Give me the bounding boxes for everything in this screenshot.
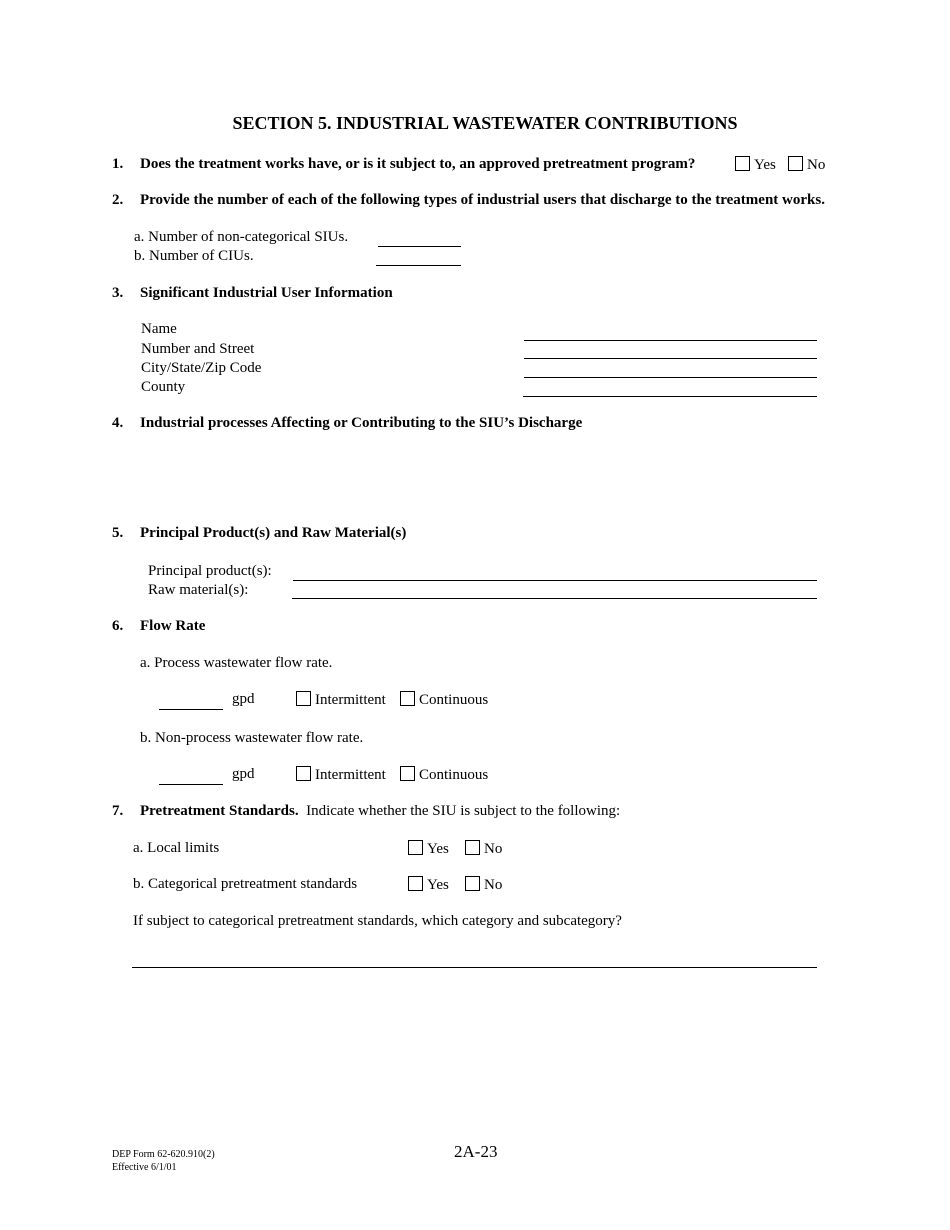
- q2b-input-line[interactable]: [376, 265, 461, 266]
- q5-text: Principal Product(s) and Raw Material(s): [140, 525, 407, 541]
- q3-city-label: City/State/Zip Code: [141, 360, 262, 376]
- q7-text: Indicate whether the SIU is subject to the following:: [306, 803, 621, 819]
- q3-county-input-line[interactable]: [523, 396, 817, 397]
- q7b-yes-label: Yes: [427, 877, 449, 893]
- q5-raw-label: Raw material(s):: [148, 582, 249, 598]
- q7-category-input-line[interactable]: [132, 967, 817, 968]
- q6b-gpd-input-line[interactable]: [159, 784, 223, 785]
- q6b-continuous-option[interactable]: [400, 766, 488, 784]
- q5-number: 5.: [112, 525, 124, 541]
- q6b-label: b. Non-process wastewater flow rate.: [140, 730, 364, 746]
- q1-no-checkbox[interactable]: [788, 156, 803, 171]
- q1-text: Does the treatment works have, or is it subject to, an approved pretreatment program?: [140, 156, 696, 172]
- q2a-label: a. Number of non-categorical SIUs.: [134, 229, 349, 245]
- q6a-intermittent-checkbox[interactable]: [296, 691, 311, 706]
- q7b-no-label: No: [484, 877, 503, 893]
- q7-text-line: [140, 803, 620, 820]
- q7a-no-checkbox[interactable]: [465, 840, 480, 855]
- q6b-continuous-label: Continuous: [419, 767, 489, 783]
- q7b-no-checkbox[interactable]: [465, 876, 480, 891]
- q3-name-input-line[interactable]: [524, 340, 817, 341]
- q5-product-label: Principal product(s):: [148, 563, 272, 579]
- q6a-intermittent-label: Intermittent: [315, 692, 386, 708]
- q1-yes-checkbox[interactable]: [735, 156, 750, 171]
- q7a-yes-option[interactable]: [408, 840, 449, 858]
- q3-text: Significant Industrial User Information: [140, 285, 393, 301]
- footer-effective-date: Effective 6/1/01: [112, 1162, 177, 1173]
- q2-number: 2.: [112, 192, 124, 208]
- q6a-continuous-option[interactable]: [400, 691, 488, 709]
- q7b-label: b. Categorical pretreatment standards: [133, 876, 358, 892]
- page-number: 2A-23: [454, 1142, 498, 1161]
- q2b-label: b. Number of CIUs.: [134, 248, 254, 264]
- q3-name-label: Name: [141, 321, 177, 337]
- q6b-intermittent-label: Intermittent: [315, 767, 386, 783]
- q6a-intermittent-option[interactable]: [296, 691, 386, 709]
- q6b-intermittent-checkbox[interactable]: [296, 766, 311, 781]
- q7a-yes-label: Yes: [427, 841, 449, 857]
- q4-number: 4.: [112, 415, 124, 431]
- q6-number: 6.: [112, 618, 124, 634]
- q5-product-input-line[interactable]: [293, 580, 817, 581]
- q7-followup-text: If subject to categorical pretreatment standards, which category and subcategory?: [133, 913, 622, 929]
- q7-number: 7.: [112, 803, 124, 819]
- q6b-unit: gpd: [232, 766, 255, 782]
- q7a-yes-checkbox[interactable]: [408, 840, 423, 855]
- section-title: SECTION 5. INDUSTRIAL WASTEWATER CONTRIBUTIONS: [232, 113, 738, 133]
- q7a-label: a. Local limits: [133, 840, 220, 856]
- q7b-yes-checkbox[interactable]: [408, 876, 423, 891]
- q6b-intermittent-option[interactable]: [296, 766, 386, 784]
- q1-yes-option[interactable]: [735, 156, 776, 174]
- q6-text: Flow Rate: [140, 618, 206, 634]
- q3-street-input-line[interactable]: [524, 358, 817, 359]
- q7b-no-option[interactable]: [465, 876, 502, 894]
- q7b-yes-option[interactable]: [408, 876, 449, 894]
- q7-bold-text: Pretreatment Standards.: [140, 803, 299, 819]
- q3-city-input-line[interactable]: [524, 377, 817, 378]
- q1-yes-label: Yes: [754, 157, 776, 173]
- q6a-continuous-label: Continuous: [419, 692, 489, 708]
- q4-text: Industrial processes Affecting or Contributing to the SIU’s Discharge: [140, 415, 583, 431]
- q3-number: 3.: [112, 285, 124, 301]
- q7a-no-option[interactable]: [465, 840, 502, 858]
- q2-text: Provide the number of each of the following types of industrial users that discharge to the treatment works.: [140, 192, 825, 208]
- q3-street-label: Number and Street: [141, 341, 255, 357]
- q1-number: 1.: [112, 156, 124, 172]
- q1-no-option[interactable]: [788, 156, 825, 174]
- q7a-no-label: No: [484, 841, 503, 857]
- q3-county-label: County: [141, 379, 186, 395]
- q6a-continuous-checkbox[interactable]: [400, 691, 415, 706]
- q6a-unit: gpd: [232, 691, 255, 707]
- footer-form-id: DEP Form 62-620.910(2): [112, 1149, 215, 1160]
- q6a-label: a. Process wastewater flow rate.: [140, 655, 333, 671]
- q1-no-label: No: [807, 157, 826, 173]
- q6b-continuous-checkbox[interactable]: [400, 766, 415, 781]
- q6a-gpd-input-line[interactable]: [159, 709, 223, 710]
- q2a-input-line[interactable]: [378, 246, 461, 247]
- q5-raw-input-line[interactable]: [292, 598, 817, 599]
